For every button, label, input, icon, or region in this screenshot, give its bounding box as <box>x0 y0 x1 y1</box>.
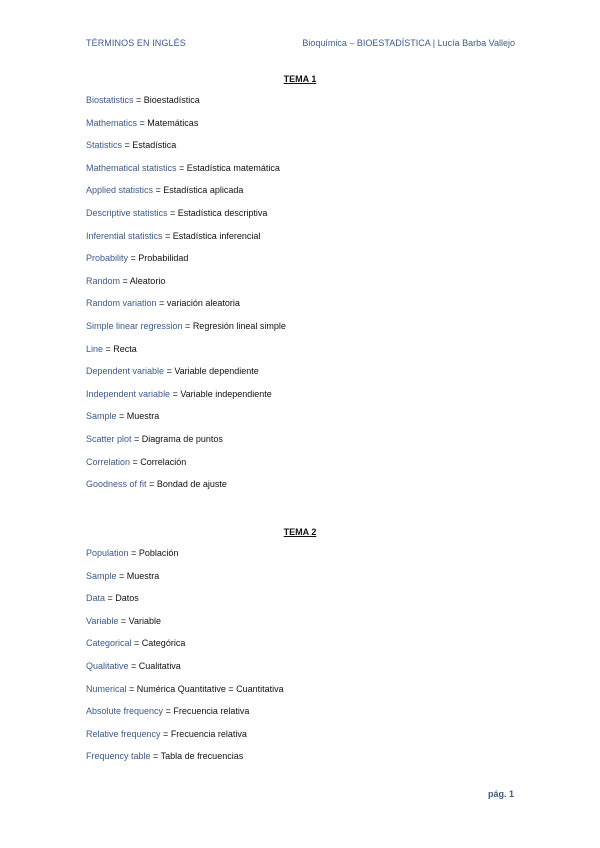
english-term: Sample <box>86 411 117 422</box>
spanish-translation: Cualitativa <box>138 660 181 671</box>
english-term: Frequency table <box>86 751 151 762</box>
english-term: Population <box>86 548 129 558</box>
equals-sign: = <box>131 638 142 649</box>
equals-sign: = <box>146 479 157 490</box>
spanish-translation: Estadística aplicada <box>163 185 244 196</box>
equals-sign: = <box>182 320 193 331</box>
spanish-translation: Estadística descriptiva <box>177 207 268 218</box>
spanish-translation: Matemáticas <box>147 117 199 128</box>
english-term: Sample <box>86 570 117 581</box>
english-term: Inferential statistics <box>86 230 163 241</box>
english-term: Scatter plot <box>86 433 132 444</box>
glossary-entry <box>86 638 284 661</box>
english-term: Random variation <box>86 298 157 309</box>
spanish-translation: Muestra <box>126 570 160 581</box>
equals-sign: = <box>128 548 139 558</box>
equals-sign: = <box>167 207 178 218</box>
glossary-entry <box>86 298 286 321</box>
equals-sign: = <box>116 570 127 581</box>
spanish-translation: Diagrama de puntos <box>141 433 223 444</box>
spanish-translation: Numérica Quantitative = Cuantitativa <box>136 683 284 694</box>
english-term: Biostatistics <box>86 95 134 105</box>
equals-sign: = <box>170 388 181 399</box>
english-term: Categorical <box>86 638 132 649</box>
spanish-translation: Estadística matemática <box>186 162 280 173</box>
english-term: Random <box>86 275 121 286</box>
equals-sign: = <box>160 728 171 739</box>
english-term: Absolute frequency <box>86 706 164 717</box>
english-term: Simple linear regression <box>86 320 183 331</box>
english-term: Descriptive statistics <box>86 207 168 218</box>
equals-sign: = <box>120 275 130 286</box>
equals-sign: = <box>103 343 114 354</box>
header-right: Bioquímica – BIOESTADÍSTICA | Lucía Barba Vallejo <box>302 38 515 48</box>
page-number: pág. 1 <box>487 789 514 799</box>
spanish-translation: Variable independiente <box>180 388 272 399</box>
english-term: Line <box>86 343 104 354</box>
glossary-entry <box>86 411 286 434</box>
equals-sign: = <box>116 411 127 422</box>
glossary-list-tema-2 <box>86 548 284 774</box>
spanish-translation: Estadística inferencial <box>172 230 261 241</box>
spanish-translation: Tabla de frecuencias <box>160 751 244 762</box>
english-term: Qualitative <box>86 660 129 671</box>
glossary-entry <box>86 389 286 412</box>
english-term: Statistics <box>86 140 123 151</box>
english-term: Dependent variable <box>86 366 165 377</box>
equals-sign: = <box>164 366 175 377</box>
glossary-entry <box>86 366 286 389</box>
equals-sign: = <box>156 298 167 309</box>
spanish-translation: Datos <box>115 593 139 604</box>
spanish-translation: Categórica <box>141 638 186 649</box>
spanish-translation: Frecuencia relativa <box>173 706 250 717</box>
english-term: Correlation <box>86 456 131 467</box>
equals-sign: = <box>118 615 129 626</box>
spanish-translation: Correlación <box>140 456 187 467</box>
glossary-entry <box>86 434 286 457</box>
english-term: Data <box>86 593 106 604</box>
equals-sign: = <box>137 117 148 128</box>
equals-sign: = <box>133 95 144 105</box>
equals-sign: = <box>128 253 139 264</box>
equals-sign: = <box>150 751 161 762</box>
glossary-entry <box>86 684 284 707</box>
glossary-entry <box>86 344 286 367</box>
glossary-entry <box>86 118 286 141</box>
equals-sign: = <box>131 433 142 444</box>
glossary-entry <box>86 321 286 344</box>
glossary-entry <box>86 548 284 571</box>
spanish-translation: Variable dependiente <box>174 366 259 377</box>
section-title-tema-1: TEMA 1 <box>283 74 317 84</box>
glossary-entry <box>86 253 286 276</box>
glossary-entry <box>86 95 286 118</box>
equals-sign: = <box>176 162 187 173</box>
glossary-entry <box>86 208 286 231</box>
spanish-translation: Variable <box>128 615 161 626</box>
spanish-translation: Recta <box>113 343 137 354</box>
glossary-entry <box>86 457 286 480</box>
glossary-entry <box>86 140 286 163</box>
equals-sign: = <box>128 660 139 671</box>
equals-sign: = <box>130 456 141 467</box>
equals-sign: = <box>105 593 116 604</box>
spanish-translation: variación aleatoria <box>166 298 240 309</box>
glossary-entry <box>86 276 286 299</box>
english-term: Probability <box>86 253 129 264</box>
spanish-translation: Población <box>138 548 179 558</box>
spanish-translation: Bioestadística <box>143 95 200 105</box>
glossary-entry <box>86 706 284 729</box>
english-term: Goodness of fit <box>86 479 147 490</box>
glossary-entry <box>86 593 284 616</box>
equals-sign: = <box>126 683 137 694</box>
glossary-entry <box>86 661 284 684</box>
english-term: Relative frequency <box>86 728 161 739</box>
english-term: Independent variable <box>86 388 171 399</box>
equals-sign: = <box>163 706 174 717</box>
english-term: Variable <box>86 615 119 626</box>
glossary-entry <box>86 185 286 208</box>
section-title-tema-2: TEMA 2 <box>283 527 317 537</box>
english-term: Mathematics <box>86 117 138 128</box>
equals-sign: = <box>153 185 164 196</box>
header-left: TÉRMINOS EN INGLÉS <box>86 38 186 48</box>
spanish-translation: Probabilidad <box>138 253 189 264</box>
equals-sign: = <box>162 230 173 241</box>
glossary-entry <box>86 479 286 502</box>
spanish-translation: Aleatorio <box>129 275 166 286</box>
glossary-entry <box>86 231 286 254</box>
equals-sign: = <box>122 140 133 151</box>
spanish-translation: Frecuencia relativa <box>170 728 247 739</box>
spanish-translation: Muestra <box>126 411 160 422</box>
glossary-entry <box>86 751 284 774</box>
glossary-entry <box>86 571 284 594</box>
english-term: Mathematical statistics <box>86 162 177 173</box>
glossary-list-tema-1 <box>86 95 286 502</box>
spanish-translation: Bondad de ajuste <box>156 479 227 490</box>
spanish-translation: Regresión lineal simple <box>192 320 286 331</box>
spanish-translation: Estadística <box>132 140 177 151</box>
glossary-entry <box>86 616 284 639</box>
english-term: Numerical <box>86 683 127 694</box>
glossary-entry <box>86 163 286 186</box>
english-term: Applied statistics <box>86 185 154 196</box>
glossary-entry <box>86 729 284 752</box>
